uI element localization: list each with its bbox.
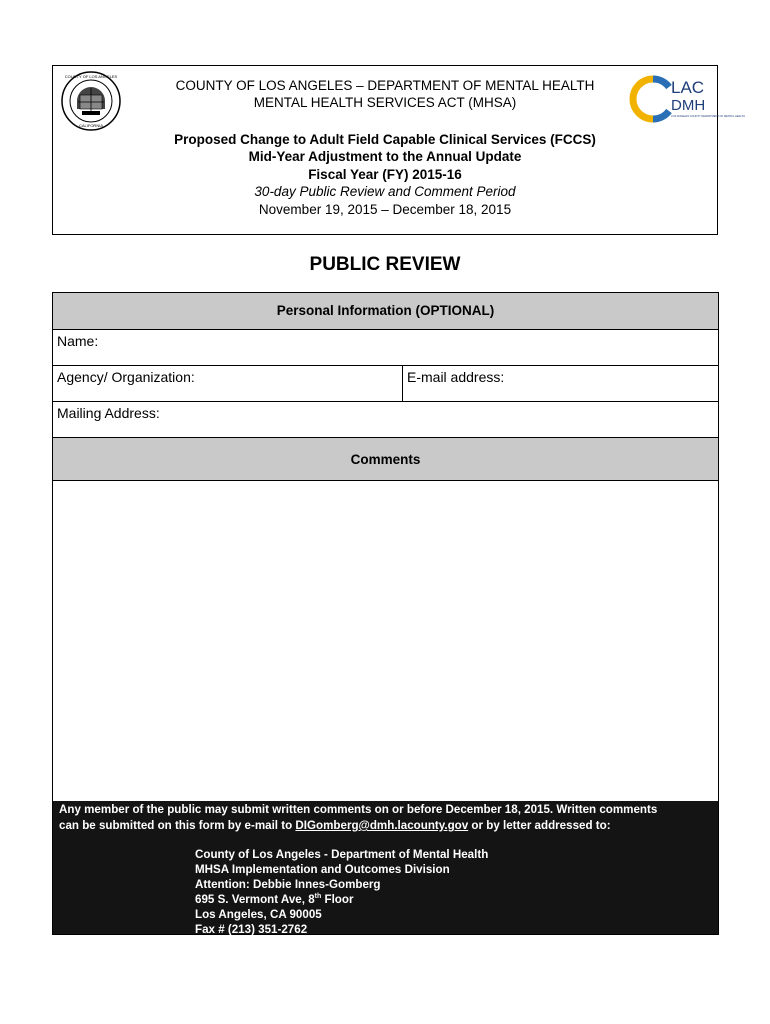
address-line-6: Fax # (213) 351-2762 [195, 923, 308, 936]
address-line-3: Attention: Debbie Innes-Gomberg [195, 878, 381, 891]
comments-title: Comments [350, 452, 421, 467]
header-review-dates: November 19, 2015 – December 18, 2015 [258, 202, 512, 217]
submission-instructions [53, 801, 718, 934]
agency-label: Agency/ Organization: [57, 369, 195, 385]
header-review-period: 30-day Public Review and Comment Period [254, 184, 516, 199]
header-agency-line: COUNTY OF LOS ANGELES – DEPARTMENT OF MENTAL HEALTH [175, 78, 595, 93]
comments-textarea[interactable] [53, 480, 718, 801]
svg-text:CALIFORNIA: CALIFORNIA [78, 123, 104, 128]
instructions-line-1: Any member of the public may submit written comments on or before December 18, 2015. Written comments [59, 803, 658, 816]
svg-text:LAC: LAC [671, 78, 705, 97]
address-line-1: County of Los Angeles - Department of Mental Health [195, 848, 489, 861]
public-review-form [52, 292, 719, 935]
name-field[interactable] [53, 329, 718, 365]
agency-field[interactable] [53, 366, 402, 401]
name-label: Name: [57, 333, 99, 349]
page-title: PUBLIC REVIEW [309, 254, 461, 275]
svg-text:COUNTY OF LOS ANGELES: COUNTY OF LOS ANGELES [64, 74, 118, 79]
address-line-2: MHSA Implementation and Outcomes Division [195, 863, 450, 876]
agency-email-row [53, 365, 718, 401]
mailing-address-field[interactable] [53, 401, 718, 437]
svg-text:LOS ANGELES COUNTY DEPARTMENT: LOS ANGELES COUNTY DEPARTMENT OF MENTAL HEALTH [671, 115, 745, 118]
email-field[interactable] [403, 366, 718, 401]
email-label: E-mail address: [407, 369, 505, 385]
address-line-4: 695 S. Vermont Ave, 8th Floor [195, 893, 354, 906]
comments-header [53, 437, 718, 480]
header-program-line: MENTAL HEALTH SERVICES ACT (MHSA) [253, 95, 517, 110]
instructions-line-2: can be submitted on this form by e-mail to DIGomberg@dmh.lacounty.gov or by letter addressed to: [59, 819, 611, 832]
mailing-address-label: Mailing Address: [57, 405, 160, 421]
header-proposal-title: Proposed Change to Adult Field Capable Clinical Services (FCCS) [174, 132, 596, 147]
address-line-5: Los Angeles, CA 90005 [195, 908, 322, 921]
lacdmh-logo-icon [631, 73, 745, 125]
svg-text:DMH: DMH [671, 97, 706, 114]
email-link[interactable]: DIGomberg@dmh.lacounty.gov [295, 819, 469, 832]
header-fiscal-year: Fiscal Year (FY) 2015-16 [308, 167, 462, 182]
header-box [52, 65, 745, 235]
personal-info-header [53, 293, 718, 329]
header-adjustment-line: Mid-Year Adjustment to the Annual Update [248, 149, 522, 164]
personal-info-title: Personal Information (OPTIONAL) [276, 303, 495, 318]
